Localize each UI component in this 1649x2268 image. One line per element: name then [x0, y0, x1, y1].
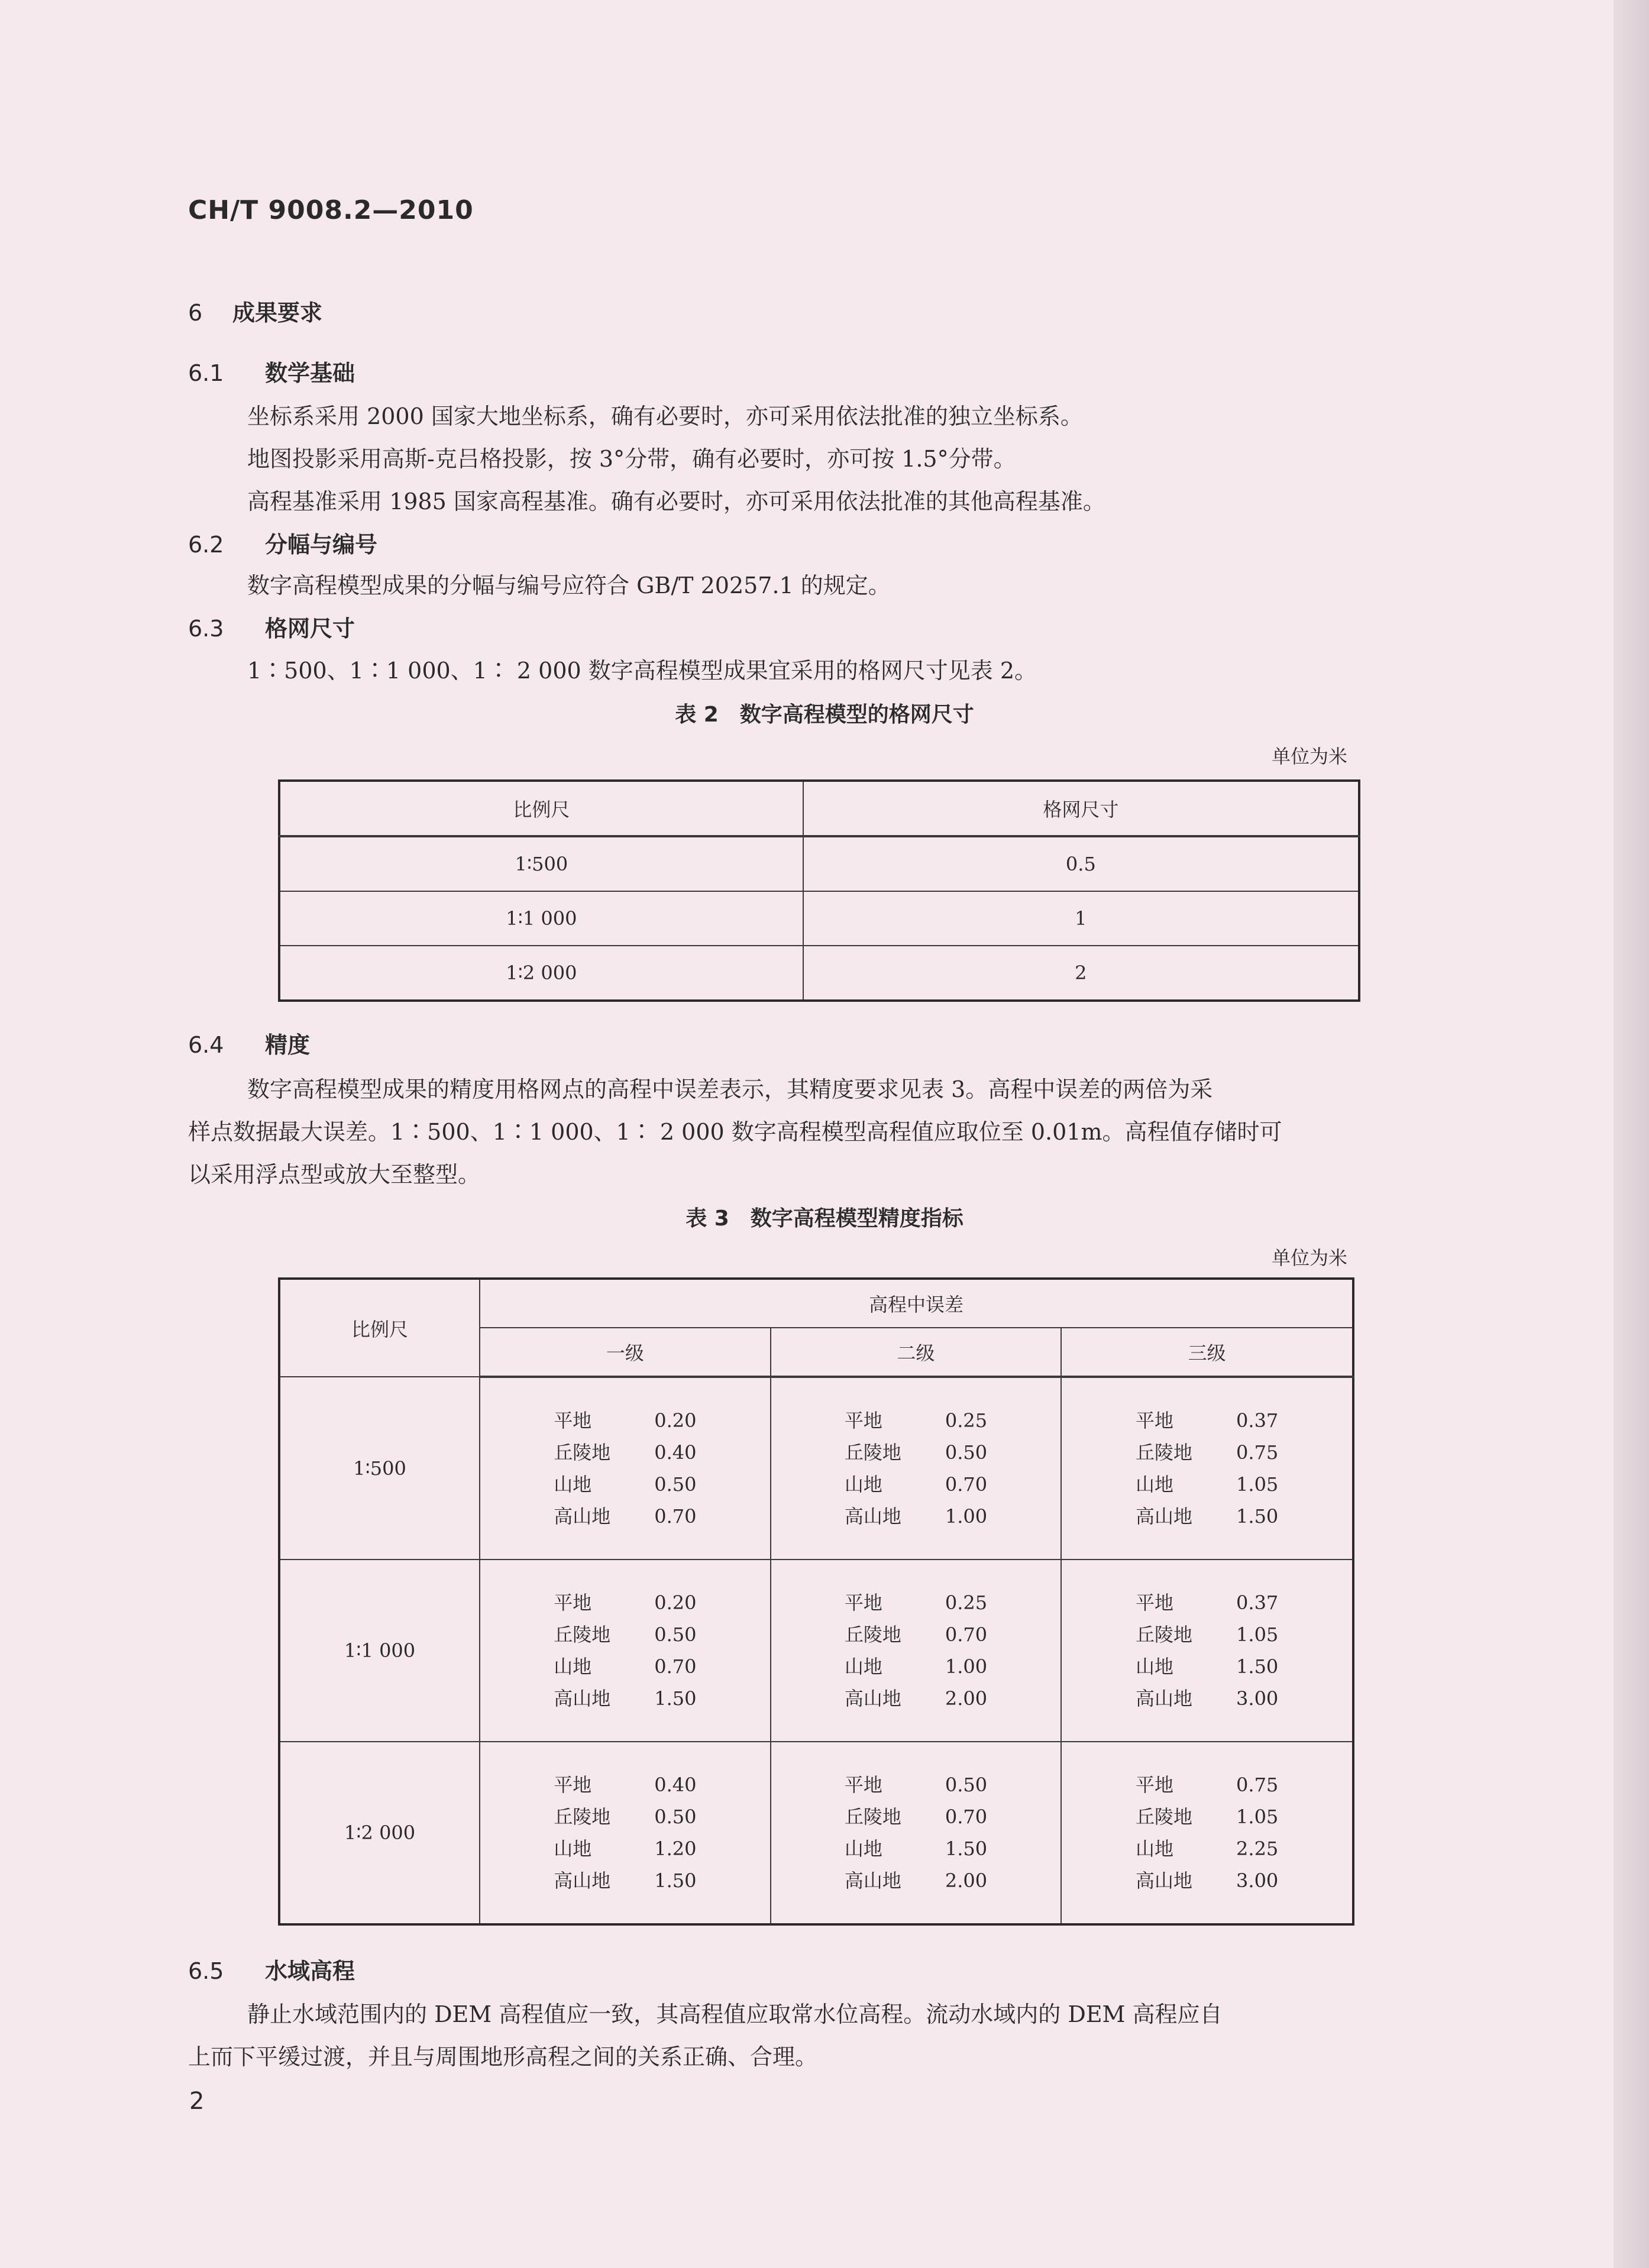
terrain-accuracy-row: [845, 1405, 987, 1436]
terrain-accuracy-row: [1136, 1619, 1278, 1651]
section-number: 6.5: [188, 1958, 224, 1984]
terrain-accuracy-row: [554, 1833, 696, 1865]
terrain-accuracy-row: [845, 1436, 987, 1468]
terrain-type: 山地: [554, 1837, 592, 1860]
accuracy-cell: [480, 1742, 771, 1924]
terrain-type: 平地: [844, 1409, 882, 1432]
error-value: 0.37: [1236, 1591, 1279, 1614]
scale-cell: 1∶1 000: [279, 1560, 480, 1742]
terrain-type: 丘陵地: [554, 1441, 611, 1464]
terrain-accuracy-row: [554, 1405, 696, 1436]
paragraph-line: 数字高程模型成果的分幅与编号应符合 GB/T 20257.1 的规定。: [247, 572, 891, 598]
error-value: 0.20: [654, 1409, 697, 1432]
table-header-group: 高程中误差: [480, 1279, 1353, 1328]
grid-size-cell: 0.5: [803, 836, 1359, 891]
terrain-accuracy-row: [554, 1801, 696, 1833]
table-header-cell: 三级: [1061, 1328, 1353, 1377]
table-row: [279, 836, 1359, 891]
terrain-accuracy-row: [845, 1500, 987, 1532]
error-value: 0.50: [654, 1473, 697, 1496]
section-6-1-body: [188, 395, 1448, 523]
terrain-accuracy-row: [1136, 1587, 1278, 1619]
error-value: 0.25: [945, 1409, 988, 1432]
terrain-accuracy-list: [1136, 1587, 1278, 1714]
section-title: 成果要求: [232, 300, 323, 326]
section-6-heading: [188, 295, 322, 327]
terrain-type: 高山地: [554, 1869, 611, 1892]
page-edge-shadow: [1614, 0, 1649, 2268]
terrain-type: 丘陵地: [1136, 1806, 1193, 1828]
error-value: 0.70: [945, 1473, 988, 1496]
error-value: 1.05: [1236, 1623, 1279, 1646]
terrain-accuracy-row: [845, 1683, 987, 1714]
table-header-cell: 一级: [480, 1328, 771, 1377]
paragraph-line: 静止水域范围内的 DEM 高程值应一致，其高程值应取常水位高程。流动水域内的 DEM 高程应自: [247, 2001, 1223, 2027]
terrain-accuracy-list: [554, 1587, 696, 1714]
error-value: 0.75: [1236, 1441, 1279, 1464]
terrain-accuracy-list: [845, 1587, 987, 1714]
terrain-type: 山地: [844, 1473, 882, 1496]
table-row: [279, 946, 1359, 1001]
terrain-accuracy-list: [1136, 1405, 1278, 1532]
terrain-accuracy-list: [845, 1769, 987, 1897]
terrain-accuracy-row: [845, 1587, 987, 1619]
terrain-accuracy-list: [554, 1769, 696, 1897]
section-6-2-heading: [188, 526, 377, 559]
terrain-type: 山地: [554, 1655, 592, 1678]
terrain-accuracy-row: [1136, 1651, 1278, 1683]
section-6-2-body: [188, 564, 1448, 607]
accuracy-cell: [480, 1377, 771, 1560]
terrain-accuracy-row: [1136, 1833, 1278, 1865]
scale-cell: 1∶2 000: [279, 1742, 480, 1924]
section-6-3-body: [188, 649, 1448, 692]
terrain-type: 山地: [844, 1837, 882, 1860]
error-value: 0.25: [945, 1591, 988, 1614]
section-title: 数学基础: [265, 360, 355, 386]
table-row: [279, 1560, 1353, 1742]
terrain-type: 山地: [1136, 1655, 1174, 1678]
section-title: 格网尺寸: [265, 616, 355, 642]
terrain-accuracy-row: [1136, 1801, 1278, 1833]
terrain-accuracy-row: [554, 1468, 696, 1500]
grid-size-cell: 2: [803, 946, 1359, 1001]
accuracy-cell: [771, 1560, 1062, 1742]
terrain-type: 平地: [1136, 1591, 1174, 1614]
terrain-accuracy-row: [554, 1651, 696, 1683]
scale-cell: 1∶500: [279, 1377, 480, 1560]
error-value: 2.00: [945, 1869, 988, 1892]
terrain-accuracy-row: [1136, 1769, 1278, 1801]
section-number: 6.2: [188, 532, 224, 558]
page-number: 2: [189, 2088, 205, 2115]
terrain-accuracy-row: [1136, 1500, 1278, 1532]
terrain-type: 高山地: [1136, 1869, 1193, 1892]
terrain-accuracy-row: [845, 1769, 987, 1801]
terrain-type: 平地: [1136, 1409, 1174, 1432]
section-number: 6.1: [188, 360, 224, 386]
accuracy-cell: [1061, 1377, 1353, 1560]
error-value: 1.50: [1236, 1655, 1279, 1678]
section-title: 水域高程: [265, 1958, 355, 1984]
error-value: 1.20: [654, 1837, 697, 1860]
terrain-accuracy-row: [1136, 1865, 1278, 1897]
terrain-accuracy-row: [1136, 1436, 1278, 1468]
paragraph-line: 上而下平缓过渡，并且与周围地形高程之间的关系正确、合理。: [188, 2044, 818, 2070]
terrain-type: 山地: [1136, 1473, 1174, 1496]
error-value: 0.20: [654, 1591, 697, 1614]
error-value: 0.70: [945, 1623, 988, 1646]
error-value: 0.70: [654, 1655, 697, 1678]
terrain-accuracy-row: [845, 1833, 987, 1865]
error-value: 0.50: [654, 1806, 697, 1828]
paragraph-line: 1∶500、1∶1 000、1∶ 2 000 数字高程模型成果宜采用的格网尺寸见表 2。: [247, 658, 1037, 684]
terrain-type: 高山地: [844, 1687, 901, 1710]
table-header-cell: 比例尺: [279, 781, 803, 836]
scale-cell: 1∶1 000: [279, 891, 803, 946]
terrain-type: 高山地: [554, 1505, 611, 1528]
terrain-accuracy-row: [845, 1619, 987, 1651]
paragraph-line: 样点数据最大误差。1∶500、1∶1 000、1∶ 2 000 数字高程模型高程值应取位至 0.01m。高程值存储时可: [188, 1119, 1282, 1145]
section-number: 6.4: [188, 1032, 224, 1058]
terrain-accuracy-row: [554, 1865, 696, 1897]
terrain-accuracy-row: [845, 1865, 987, 1897]
table-header-cell: 比例尺: [279, 1279, 480, 1377]
section-title: 精度: [265, 1032, 311, 1058]
terrain-accuracy-row: [845, 1468, 987, 1500]
terrain-type: 平地: [844, 1774, 882, 1796]
accuracy-table: [278, 1277, 1354, 1926]
table-3-unit: 单位为米: [1271, 1247, 1347, 1269]
terrain-type: 山地: [554, 1473, 592, 1496]
error-value: 0.40: [654, 1774, 697, 1796]
terrain-accuracy-list: [1136, 1769, 1278, 1897]
error-value: 3.00: [1236, 1869, 1279, 1892]
terrain-type: 高山地: [844, 1869, 901, 1892]
terrain-type: 高山地: [1136, 1687, 1193, 1710]
grid-size-cell: 1: [803, 891, 1359, 946]
scale-cell: 1∶500: [279, 836, 803, 891]
paragraph-line: 高程基准采用 1985 国家高程基准。确有必要时，亦可采用依法批准的其他高程基准。: [247, 488, 1105, 515]
standard-code: CH/T 9008.2—2010: [188, 195, 474, 225]
error-value: 0.75: [1236, 1774, 1279, 1796]
accuracy-cell: [1061, 1560, 1353, 1742]
error-value: 2.00: [945, 1687, 988, 1710]
terrain-accuracy-row: [554, 1683, 696, 1714]
terrain-type: 丘陵地: [1136, 1623, 1193, 1646]
accuracy-cell: [771, 1742, 1062, 1924]
section-6-4-heading: [188, 1027, 310, 1059]
error-value: 1.50: [1236, 1505, 1279, 1528]
terrain-accuracy-row: [1136, 1468, 1278, 1500]
table-2-unit: 单位为米: [1271, 745, 1347, 768]
terrain-type: 丘陵地: [554, 1806, 611, 1828]
table-header-cell: 二级: [771, 1328, 1062, 1377]
terrain-type: 平地: [554, 1774, 592, 1796]
error-value: 3.00: [1236, 1687, 1279, 1710]
accuracy-cell: [480, 1560, 771, 1742]
error-value: 1.00: [945, 1655, 988, 1678]
error-value: 1.50: [654, 1869, 697, 1892]
section-6-1-heading: [188, 355, 355, 387]
terrain-type: 丘陵地: [1136, 1441, 1193, 1464]
terrain-accuracy-row: [554, 1436, 696, 1468]
section-number: 6: [188, 300, 203, 326]
terrain-type: 丘陵地: [844, 1441, 901, 1464]
paragraph-line: 地图投影采用高斯-克吕格投影，按 3°分带，确有必要时，亦可按 1.5°分带。: [247, 446, 1016, 472]
table-2-caption: 表 2 数字高程模型的格网尺寸: [675, 703, 974, 727]
error-value: 1.05: [1236, 1473, 1279, 1496]
error-value: 0.70: [945, 1806, 988, 1828]
error-value: 0.70: [654, 1505, 697, 1528]
terrain-accuracy-list: [554, 1405, 696, 1532]
terrain-type: 平地: [844, 1591, 882, 1614]
terrain-type: 高山地: [1136, 1505, 1193, 1528]
paragraph-line: 坐标系采用 2000 国家大地坐标系，确有必要时，亦可采用依法批准的独立坐标系。: [247, 403, 1083, 429]
section-number: 6.3: [188, 616, 224, 642]
terrain-type: 高山地: [554, 1687, 611, 1710]
table-row: [279, 1377, 1353, 1560]
terrain-accuracy-row: [554, 1587, 696, 1619]
table-row: [279, 891, 1359, 946]
table-header-cell: 格网尺寸: [803, 781, 1359, 836]
section-title: 分幅与编号: [265, 532, 378, 558]
error-value: 1.50: [654, 1687, 697, 1710]
error-value: 0.50: [945, 1774, 988, 1796]
error-value: 2.25: [1236, 1837, 1279, 1860]
paragraph-line: 数字高程模型成果的精度用格网点的高程中误差表示，其精度要求见表 3。高程中误差的两倍为采: [247, 1076, 1213, 1102]
error-value: 0.50: [654, 1623, 697, 1646]
terrain-type: 平地: [1136, 1774, 1174, 1796]
terrain-accuracy-row: [1136, 1683, 1278, 1714]
section-6-5-body: [188, 1993, 1448, 2078]
section-6-5-heading: [188, 1953, 355, 1985]
terrain-type: 丘陵地: [844, 1623, 901, 1646]
terrain-type: 平地: [554, 1591, 592, 1614]
paragraph-line: 以采用浮点型或放大至整型。: [188, 1161, 481, 1188]
section-6-3-heading: [188, 610, 355, 643]
terrain-accuracy-row: [845, 1651, 987, 1683]
error-value: 1.05: [1236, 1806, 1279, 1828]
table-row: [279, 1742, 1353, 1924]
terrain-type: 平地: [554, 1409, 592, 1432]
error-value: 1.00: [945, 1505, 988, 1528]
terrain-type: 丘陵地: [554, 1623, 611, 1646]
section-6-4-body: [188, 1068, 1448, 1196]
terrain-accuracy-row: [554, 1769, 696, 1801]
terrain-accuracy-row: [1136, 1405, 1278, 1436]
grid-size-table: [278, 779, 1360, 1002]
terrain-accuracy-row: [554, 1500, 696, 1532]
accuracy-cell: [771, 1377, 1062, 1560]
error-value: 0.37: [1236, 1409, 1279, 1432]
error-value: 1.50: [945, 1837, 988, 1860]
terrain-accuracy-row: [554, 1619, 696, 1651]
terrain-type: 丘陵地: [844, 1806, 901, 1828]
terrain-type: 山地: [1136, 1837, 1174, 1860]
terrain-accuracy-list: [845, 1405, 987, 1532]
table-3-caption: 表 3 数字高程模型精度指标: [686, 1206, 963, 1231]
error-value: 0.50: [945, 1441, 988, 1464]
terrain-type: 高山地: [844, 1505, 901, 1528]
error-value: 0.40: [654, 1441, 697, 1464]
terrain-type: 山地: [844, 1655, 882, 1678]
scale-cell: 1∶2 000: [279, 946, 803, 1001]
terrain-accuracy-row: [845, 1801, 987, 1833]
accuracy-cell: [1061, 1742, 1353, 1924]
